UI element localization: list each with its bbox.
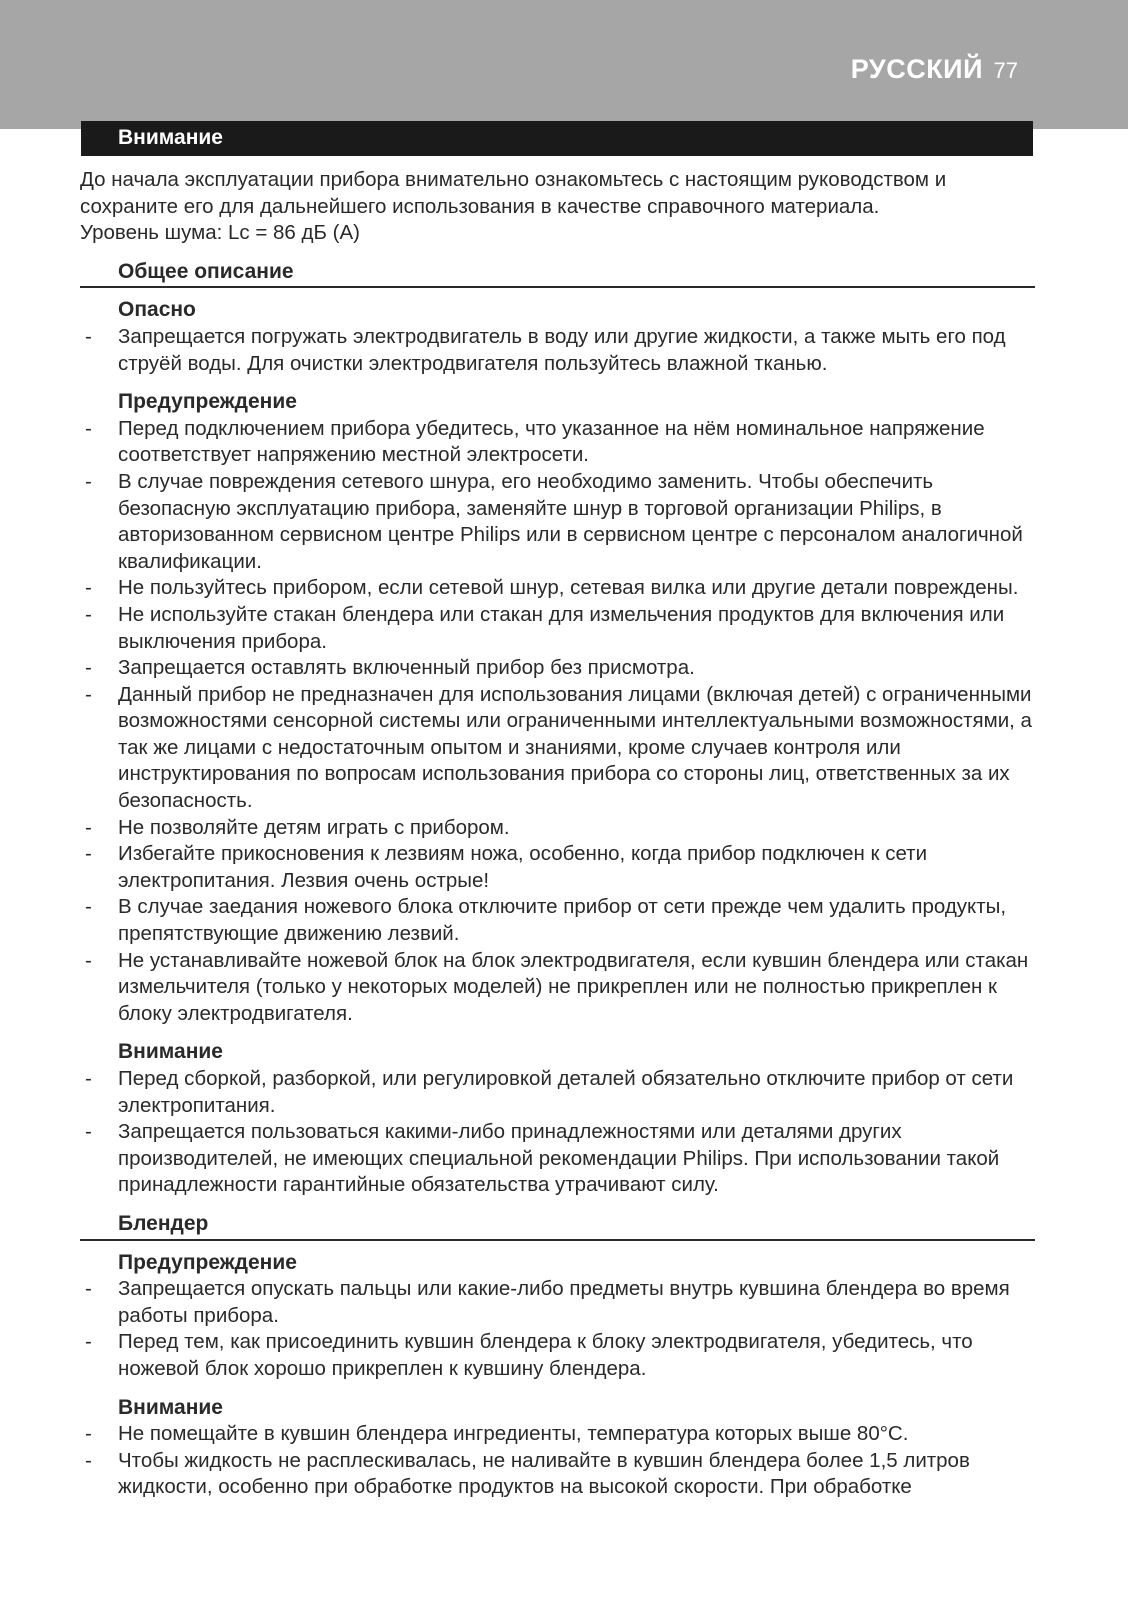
- main-heading-bar: [81, 121, 1033, 156]
- subsection-blender-caution: Внимание: [118, 1395, 223, 1419]
- list-item: - Запрещается оставлять включенный прибор без присмотра.: [80, 655, 1035, 682]
- list-item: - Перед сборкой, разборкой, или регулировкой деталей обязательно отключите прибор от сети электропитания.: [80, 1066, 1035, 1119]
- section-title-blender: Блендер: [80, 1211, 1035, 1241]
- list-item: - Перед подключением прибора убедитесь, что указанное на нём номинальное напряжение соответствует напряжению местной электросети.: [80, 416, 1035, 469]
- list-item: - Запрещается опускать пальцы или какие-либо предметы внутрь кувшина блендера во время работы прибора.: [80, 1276, 1035, 1329]
- list-item: - Не пользуйтесь прибором, если сетевой шнур, сетевая вилка или другие детали повреждены.: [80, 575, 1035, 602]
- intro-paragraph: [80, 167, 1035, 247]
- page-number: 77: [993, 58, 1018, 83]
- header-band: [0, 0, 1128, 129]
- list-item: - Данный прибор не предназначен для использования лицами (включая детей) с ограниченными возможностями сенсорной системы или ограниченными интеллектуальными возможностями, а так же лицами с недостаточным опытом и знаниями, кроме случаев контроля или инструктирования по вопросам использования прибора со стороны лиц, ответственных за их безопасность.: [80, 682, 1035, 815]
- noise-level-text: Уровень шума: Lc = 86 дБ (A): [80, 221, 360, 245]
- language-label: РУССКИЙ: [850, 54, 983, 84]
- list-item: - Не устанавливайте ножевой блок на блок электродвигателя, если кувшин блендера или стакан измельчителя (только у некоторых моделей) не прикреплен или не полностью прикреплен к блоку электродвигателя.: [80, 948, 1035, 1028]
- subsection-danger: Опасно: [118, 298, 196, 322]
- blender-warning-list: [80, 1276, 1035, 1382]
- main-heading: Внимание: [118, 126, 223, 149]
- subsection-caution: Внимание: [118, 1040, 223, 1064]
- caution-list: [80, 1066, 1035, 1199]
- list-item: - Не помещайте в кувшин блендера ингредиенты, температура которых выше 80°C.: [80, 1421, 1035, 1448]
- warning-list: [80, 416, 1035, 1028]
- subsection-warning: Предупреждение: [118, 390, 297, 414]
- list-item: - Не позволяйте детям играть с прибором.: [80, 815, 1035, 842]
- list-item: - В случае повреждения сетевого шнура, его необходимо заменить. Чтобы обеспечить безопасную эксплуатацию прибора, заменяйте шнур в торговой организации Philips, в авторизованном сервисном центре Philips или в сервисном центре с персоналом аналогичной квалификации.: [80, 469, 1035, 575]
- section-title-general: Общее описание: [80, 259, 1035, 289]
- subsection-blender-warning: Предупреждение: [118, 1250, 297, 1274]
- blender-caution-list: [80, 1421, 1035, 1501]
- document-body: [80, 167, 1035, 1501]
- list-item: - В случае заедания ножевого блока отключите прибор от сети прежде чем удалить продукты, препятствующие движению лезвий.: [80, 894, 1035, 947]
- list-item: - Запрещается погружать электродвигатель в воду или другие жидкости, а также мыть его под струёй воды. Для очистки электродвигателя пользуйтесь влажной тканью.: [80, 324, 1035, 377]
- list-item: - Перед тем, как присоединить кувшин блендера к блоку электродвигателя, убедитесь, что ножевой блок хорошо прикреплен к кувшину блендера.: [80, 1329, 1035, 1382]
- list-item: - Не используйте стакан блендера или стакан для измельчения продуктов для включения или выключения прибора.: [80, 602, 1035, 655]
- list-item: - Запрещается пользоваться какими-либо принадлежностями или деталями других производителей, не имеющих специальной рекомендации Philips. При использовании такой принадлежности гарантийные обязательства утрачивают силу.: [80, 1119, 1035, 1199]
- list-item: - Избегайте прикосновения к лезвиям ножа, особенно, когда прибор подключен к сети электропитания. Лезвия очень острые!: [80, 841, 1035, 894]
- list-item: - Чтобы жидкость не расплескивалась, не наливайте в кувшин блендера более 1,5 литров жидкости, особенно при обработке продуктов на высокой скорости. При обработке: [80, 1448, 1035, 1501]
- intro-text: До начала эксплуатации прибора внимательно ознакомьтесь с настоящим руководством и сохраните его для дальнейшего использования в качестве справочного материала.: [80, 168, 947, 218]
- danger-list: [80, 324, 1035, 377]
